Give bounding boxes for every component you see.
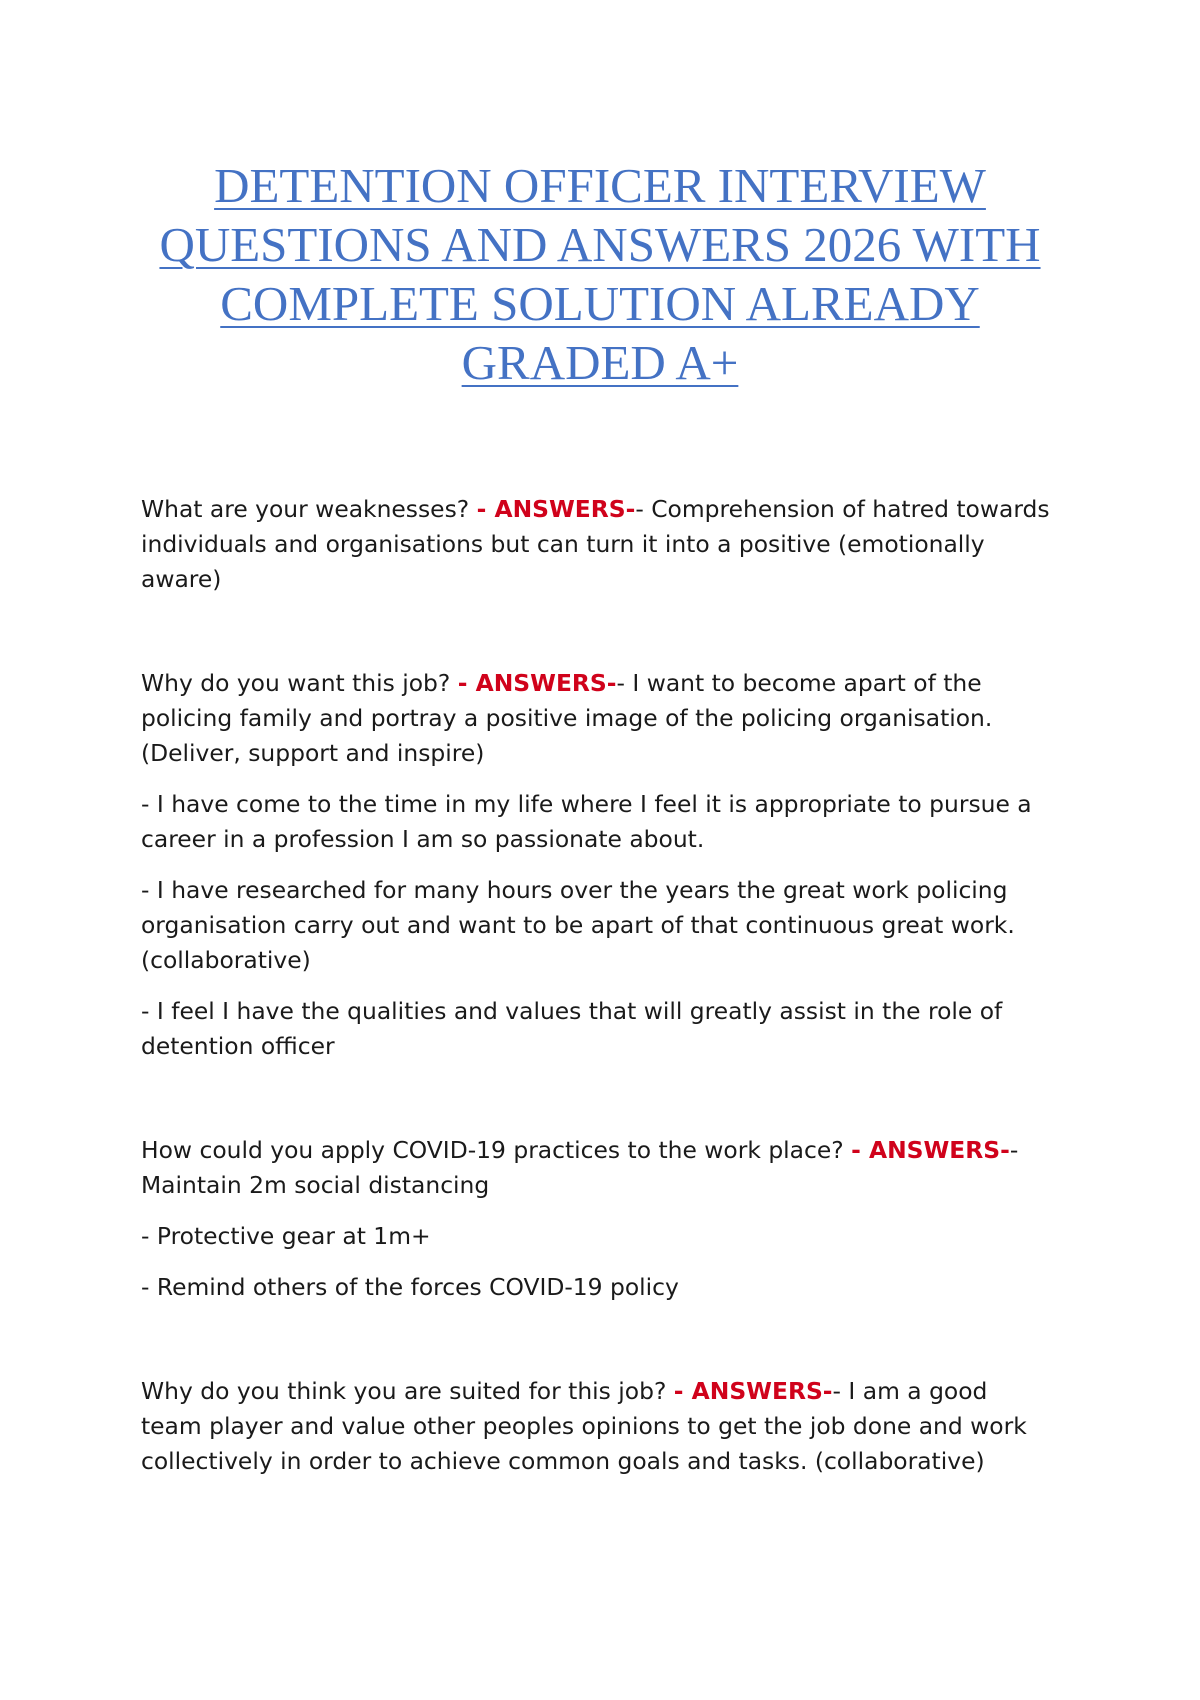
- answer-marker: - ANSWERS-: [673, 1377, 833, 1405]
- title-line: QUESTIONS AND ANSWERS 2026 WITH: [159, 217, 1041, 272]
- answer-bullet: [141, 994, 1081, 1064]
- qa-first-line: [141, 492, 1081, 527]
- bullet-line: career in a profession I am so passionate about.: [141, 825, 705, 853]
- bullet-line: - Protective gear at 1m+: [141, 1222, 431, 1250]
- answer-marker: - ANSWERS-: [457, 669, 617, 697]
- answer-line: Maintain 2m social distancing: [141, 1171, 490, 1199]
- bullet-line: (collaborative): [141, 946, 311, 974]
- question-text: Why do you want this job?: [141, 669, 458, 697]
- answer-bullet: [141, 873, 1081, 978]
- answer-marker: - ANSWERS-: [476, 495, 636, 523]
- qa-first-line: [141, 1374, 1081, 1409]
- answer-line: individuals and organisations but can turn it into a positive (emotionally: [141, 530, 985, 558]
- answer-line: collectively in order to achieve common goals and tasks. (collaborative): [141, 1447, 985, 1475]
- question-text: What are your weaknesses?: [141, 495, 477, 523]
- answer-text: - I want to become apart of the: [616, 669, 982, 697]
- answer-line: aware): [141, 565, 222, 593]
- bullet-line: organisation carry out and want to be apart of that continuous great work.: [141, 911, 1015, 939]
- answer-bullet: [141, 1219, 1081, 1254]
- qa-first-line: [141, 666, 1081, 701]
- bullet-line: - I feel I have the qualities and values that will greatly assist in the role of: [141, 997, 1003, 1025]
- qa-first-line: [141, 1133, 1081, 1168]
- answer-text: - I am a good: [832, 1377, 988, 1405]
- qa-item-weaknesses: [141, 492, 1081, 597]
- title-line: DETENTION OFFICER INTERVIEW: [214, 158, 986, 213]
- answer-line: (Deliver, support and inspire): [141, 739, 485, 767]
- bullet-line: - I have researched for many hours over the years the great work policing: [141, 876, 1008, 904]
- document-body: [141, 492, 1081, 1479]
- qa-item-why-this-job: [141, 666, 1081, 1064]
- title-line: COMPLETE SOLUTION ALREADY: [220, 276, 980, 331]
- document-title[interactable]: [150, 156, 1050, 392]
- bullet-line: - I have come to the time in my life where I feel it is appropriate to pursue a: [141, 790, 1032, 818]
- bullet-line: - Remind others of the forces COVID-19 policy: [141, 1273, 679, 1301]
- title-line: GRADED A+: [461, 335, 739, 390]
- question-text: Why do you think you are suited for this job?: [141, 1377, 674, 1405]
- qa-item-suited-for-job: [141, 1374, 1081, 1479]
- answer-bullet: [141, 787, 1081, 857]
- answer-bullet: [141, 1270, 1081, 1305]
- qa-item-covid-practices: [141, 1133, 1081, 1305]
- question-text: How could you apply COVID-19 practices to the work place?: [141, 1136, 852, 1164]
- answer-marker: - ANSWERS-: [851, 1136, 1010, 1164]
- answer-text: - Comprehension of hatred towards: [635, 495, 1050, 523]
- answer-line: team player and value other peoples opinions to get the job done and work: [141, 1412, 1027, 1440]
- bullet-line: detention officer: [141, 1032, 335, 1060]
- answer-text: -: [1009, 1136, 1019, 1164]
- answer-line: policing family and portray a positive image of the policing organisation.: [141, 704, 993, 732]
